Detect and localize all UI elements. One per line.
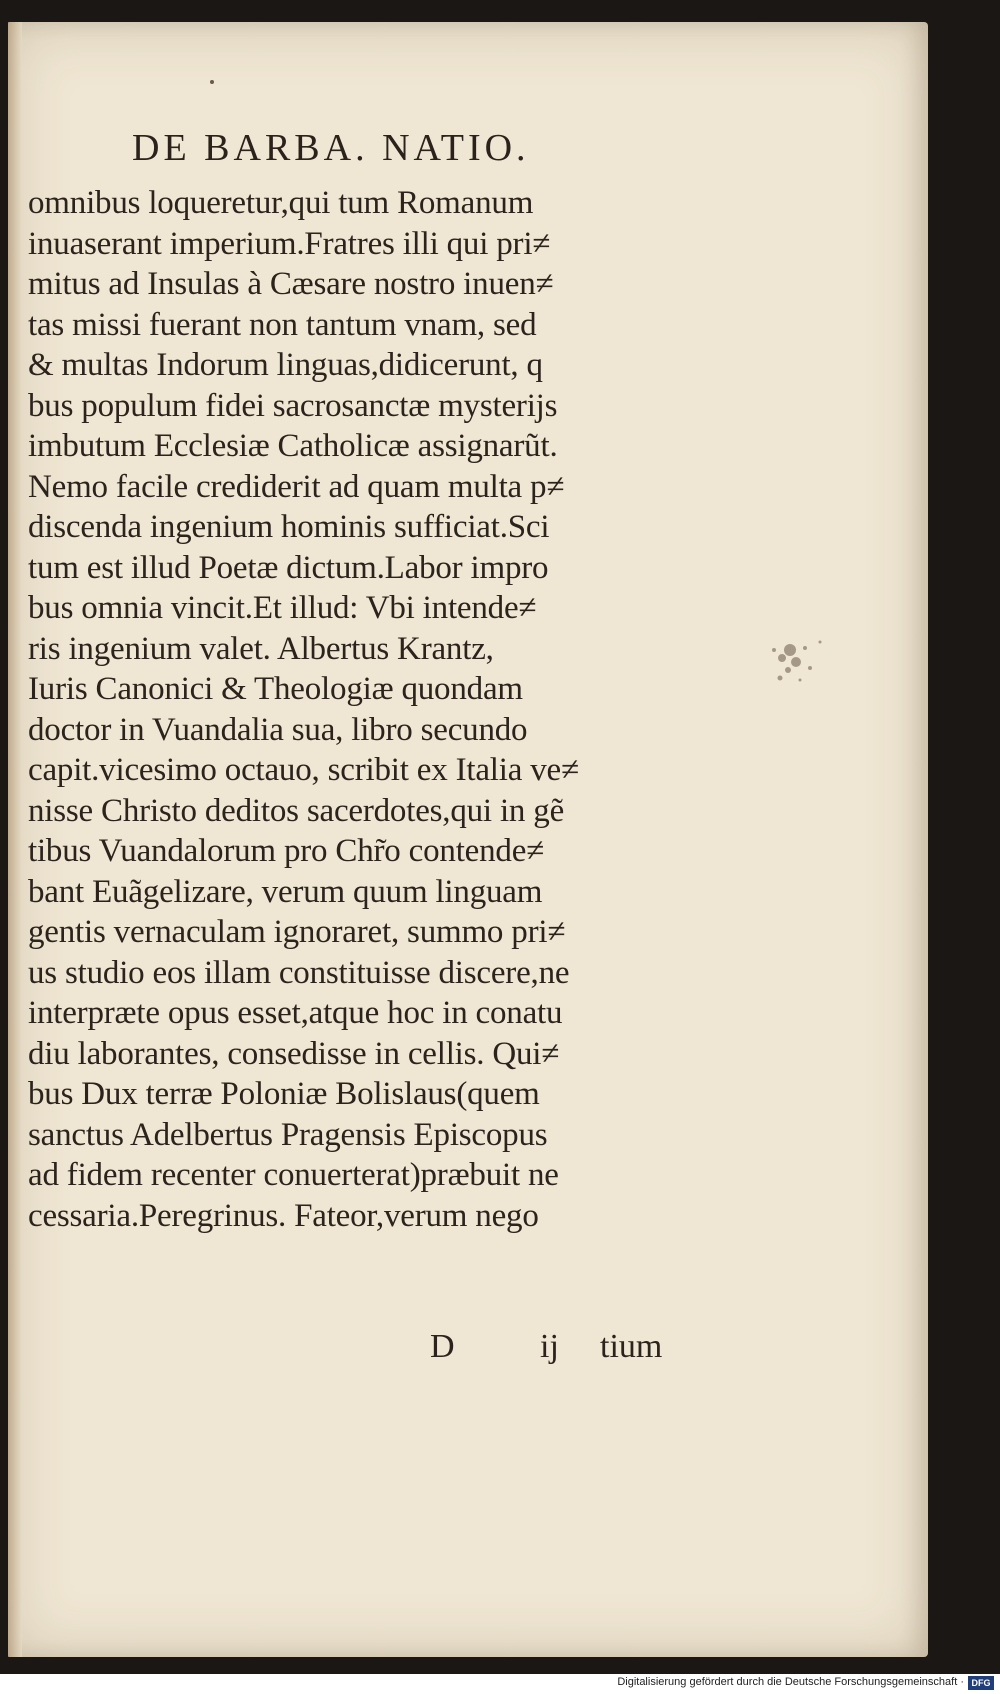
text-line: capit.vicesimo octauo, scribit ex Italia ve≠ bbox=[28, 752, 579, 788]
text-line: bant Euãgelizare, verum quum linguam bbox=[28, 873, 543, 910]
text-line: sanctus Adelbertus Pragensis Episcopus bbox=[28, 1116, 548, 1153]
text-line: bus Dux terræ Poloniæ Bolislaus(quem bbox=[28, 1076, 540, 1112]
text-line: tum est illud Poetæ dictum.Labor impro bbox=[28, 549, 549, 586]
page-spine-edge bbox=[8, 22, 22, 1657]
text-line: discenda ingenium hominis sufficiat.Sci bbox=[28, 509, 550, 545]
text-line: omnibus loqueretur,qui tum Romanum bbox=[28, 185, 534, 221]
text-line: doctor in Vuandalia sua, libro secundo bbox=[28, 711, 528, 748]
catchword: tium bbox=[600, 1328, 663, 1365]
text-line: diu laborantes, consedisse in cellis. Qui≠ bbox=[28, 1035, 560, 1072]
text-line: bus omnia vincit.Et illud: Vbi intende≠ bbox=[28, 590, 537, 626]
running-head: DE BARBA. NATIO. bbox=[132, 127, 530, 169]
text-line: Nemo facile crediderit ad quam multa p≠ bbox=[28, 468, 565, 505]
dfg-logo: DFG bbox=[968, 1676, 994, 1690]
signature-number: ij bbox=[540, 1328, 559, 1365]
text-line: ad fidem recenter conuerterat)præbuit ne bbox=[28, 1157, 559, 1193]
footer-credit: Digitalisierung gefördert durch die Deutsche Forschungsgemeinschaft · bbox=[617, 1676, 964, 1688]
body-text bbox=[28, 183, 708, 1236]
text-line: inuaserant imperium.Fratres illi qui pri≠ bbox=[28, 225, 551, 262]
text-line: us studio eos illam constituisse discere,ne bbox=[28, 954, 570, 991]
ink-stain bbox=[750, 620, 840, 700]
ink-speck bbox=[210, 80, 214, 84]
text-line: tas missi fuerant non tantum vnam, sed bbox=[28, 306, 537, 343]
text-line: tibus Vuandalorum pro Chr̃o contende≠ bbox=[28, 833, 545, 869]
text-line: cessaria.Peregrinus. Fateor,verum nego bbox=[28, 1197, 539, 1234]
text-line: bus populum fidei sacrosanctæ mysterijs bbox=[28, 387, 558, 424]
text-line: imbutum Ecclesiæ Catholicæ assignarũt. bbox=[28, 428, 558, 464]
text-line: nisse Christo deditos sacerdotes,qui in gẽ bbox=[28, 792, 565, 829]
text-line: interpræte opus esset,atque hoc in conatu bbox=[28, 995, 563, 1031]
text-line: Iuris Canonici & Theologiæ quondam bbox=[28, 671, 523, 707]
text-line: ris ingenium valet. Albertus Krantz, bbox=[28, 630, 494, 667]
text-line: gentis vernaculam ignoraret, summo pri≠ bbox=[28, 914, 566, 950]
text-line: & multas Indorum linguas,didicerunt, q bbox=[28, 347, 543, 383]
signature-mark: D bbox=[430, 1328, 455, 1365]
text-line: mitus ad Insulas à Cæsare nostro inuen≠ bbox=[28, 266, 554, 302]
